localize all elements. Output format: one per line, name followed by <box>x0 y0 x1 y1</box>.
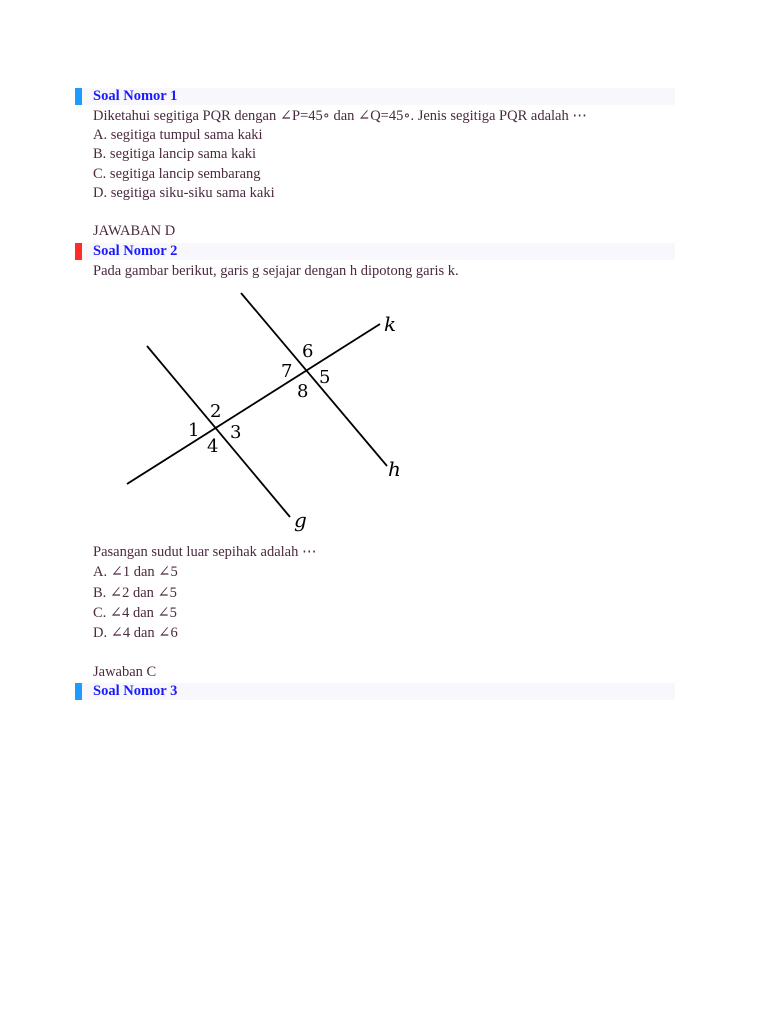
angle-6: 6 <box>302 341 314 362</box>
parallel-lines-figure <box>120 290 420 535</box>
label-g: g <box>294 508 307 532</box>
question-1-option-d: D. segitiga siku-siku sama kaki <box>93 185 275 201</box>
angle-4: 4 <box>207 436 219 457</box>
question-1-option-b: B. segitiga lancip sama kaki <box>93 146 257 162</box>
heading-accent-bar <box>75 683 82 700</box>
question-2-option-c: C. ∠4 dan ∠5 <box>93 605 177 621</box>
label-h: h <box>388 457 401 481</box>
question-2-option-a: A. ∠1 dan ∠5 <box>93 564 178 580</box>
question-1-title: Soal Nomor 1 <box>93 88 178 104</box>
angle-8: 8 <box>297 381 309 402</box>
angle-1: 1 <box>188 420 200 441</box>
heading-accent-bar <box>75 243 82 260</box>
heading-accent-bar <box>75 88 82 105</box>
angle-3: 3 <box>230 422 242 443</box>
question-1-answer: JAWABAN D <box>93 223 176 239</box>
question-2-answer: Jawaban C <box>93 664 157 680</box>
angle-2: 2 <box>210 401 222 422</box>
question-1-option-c: C. segitiga lancip sembarang <box>93 166 261 182</box>
question-1-option-a: A. segitiga tumpul sama kaki <box>93 127 263 143</box>
question-2-text: Pada gambar berikut, garis g sejajar dengan h dipotong garis k. <box>93 263 459 279</box>
line-h <box>241 293 387 466</box>
question-2-prompt: Pasangan sudut luar sepihak adalah ⋯ <box>93 544 317 560</box>
angle-5: 5 <box>319 367 331 388</box>
question-3-title: Soal Nomor 3 <box>93 683 178 699</box>
label-k: k <box>384 312 397 336</box>
question-2-title: Soal Nomor 2 <box>93 243 178 259</box>
question-2-heading <box>75 243 675 260</box>
question-3-heading <box>75 683 675 700</box>
line-g <box>147 346 293 517</box>
question-2-option-b: B. ∠2 dan ∠5 <box>93 585 177 601</box>
question-1-text: Diketahui segitiga PQR dengan ∠P=45∘ dan ∠Q=45∘. Jenis segitiga PQR adalah ⋯ <box>93 108 587 124</box>
question-1-heading <box>75 88 675 105</box>
line-k <box>127 324 380 484</box>
question-2-option-d: D. ∠4 dan ∠6 <box>93 625 178 641</box>
angle-7: 7 <box>281 361 293 382</box>
